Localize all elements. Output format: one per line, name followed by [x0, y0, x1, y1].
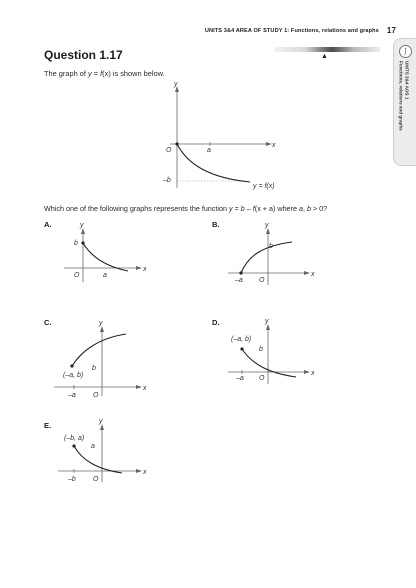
main-negb-label: –b: [163, 177, 171, 184]
curve-icon: ∫: [399, 45, 412, 58]
prompt-where: where: [275, 204, 299, 213]
intro-eq: =: [91, 69, 101, 78]
main-y-label: y: [174, 81, 178, 88]
c-b-label: b: [92, 365, 96, 372]
a-b-label: b: [74, 240, 78, 247]
intro-f: f: [100, 69, 103, 78]
main-x-label: x: [272, 142, 276, 149]
c-origin: O: [93, 392, 99, 399]
a-y-label: y: [80, 222, 84, 229]
intro-y: y: [87, 69, 92, 78]
page-number: 17: [386, 26, 396, 35]
unit-heading: UNITS 3&4 AREA OF STUDY 1: Functions, relations and graphs: [204, 27, 379, 34]
prompt-f: f: [252, 204, 255, 213]
e-x-label: x: [143, 469, 147, 476]
intro-post: is shown below.: [110, 69, 165, 78]
e-a-label: a: [91, 443, 95, 450]
d-point-label: (–a, b): [231, 336, 252, 343]
a-a-label: a: [103, 272, 107, 279]
a-x-label: x: [143, 266, 147, 273]
d-x-label: x: [311, 370, 315, 377]
intro-x: (x): [102, 69, 111, 78]
prompt-minus: –: [244, 204, 253, 213]
e-origin: O: [93, 476, 99, 483]
prompt-pre: Which one of the following graphs represents the function: [44, 204, 229, 213]
prompt-comma: ,: [302, 204, 307, 213]
question-title: Question 1.17: [44, 48, 123, 62]
d-origin: O: [259, 375, 265, 382]
option-d-label[interactable]: D.: [212, 318, 220, 327]
c-nega-label: –a: [68, 392, 76, 399]
a-origin: O: [74, 272, 80, 279]
prompt-b: b: [240, 204, 245, 213]
option-a-label[interactable]: A.: [44, 220, 52, 229]
option-c-label[interactable]: C.: [44, 318, 52, 327]
d-b-label: b: [259, 346, 263, 353]
b-x-label: x: [311, 271, 315, 278]
prompt-y: y: [229, 204, 233, 213]
prompt-b2: b: [306, 204, 311, 213]
d-nega-label: –a: [236, 375, 244, 382]
b-y-label: y: [265, 222, 269, 229]
marker-triangle-icon: ▲: [321, 53, 328, 60]
c-point-label: (–a, b): [63, 372, 84, 379]
e-y-label: y: [99, 418, 103, 425]
e-point-label: (–b, a): [64, 435, 85, 442]
e-curve: [74, 446, 122, 473]
option-e-label[interactable]: E.: [44, 421, 52, 430]
b-nega-label: –a: [235, 277, 243, 284]
d-y-label: y: [265, 318, 269, 325]
prompt-arg: (x + a): [254, 204, 276, 213]
option-b-label[interactable]: B.: [212, 220, 220, 229]
b-b-label: b: [269, 243, 273, 250]
main-curve-label: y = f(x): [253, 183, 275, 190]
main-a-label: a: [207, 147, 211, 154]
prompt-cond: > 0?: [310, 204, 328, 213]
c-x-label: x: [143, 385, 147, 392]
b-origin: O: [259, 277, 265, 284]
main-origin-label: O: [166, 147, 172, 154]
intro-pre: The graph of: [44, 69, 88, 78]
prompt-mid: =: [232, 204, 241, 213]
side-tab-line1: UNITS 3&4 AOS 1: [404, 61, 410, 100]
c-y-label: y: [99, 320, 103, 327]
e-negb-label: –b: [68, 476, 76, 483]
side-tab-line2: Functions, relations and graphs: [398, 61, 404, 131]
prompt-a: a: [298, 204, 303, 213]
